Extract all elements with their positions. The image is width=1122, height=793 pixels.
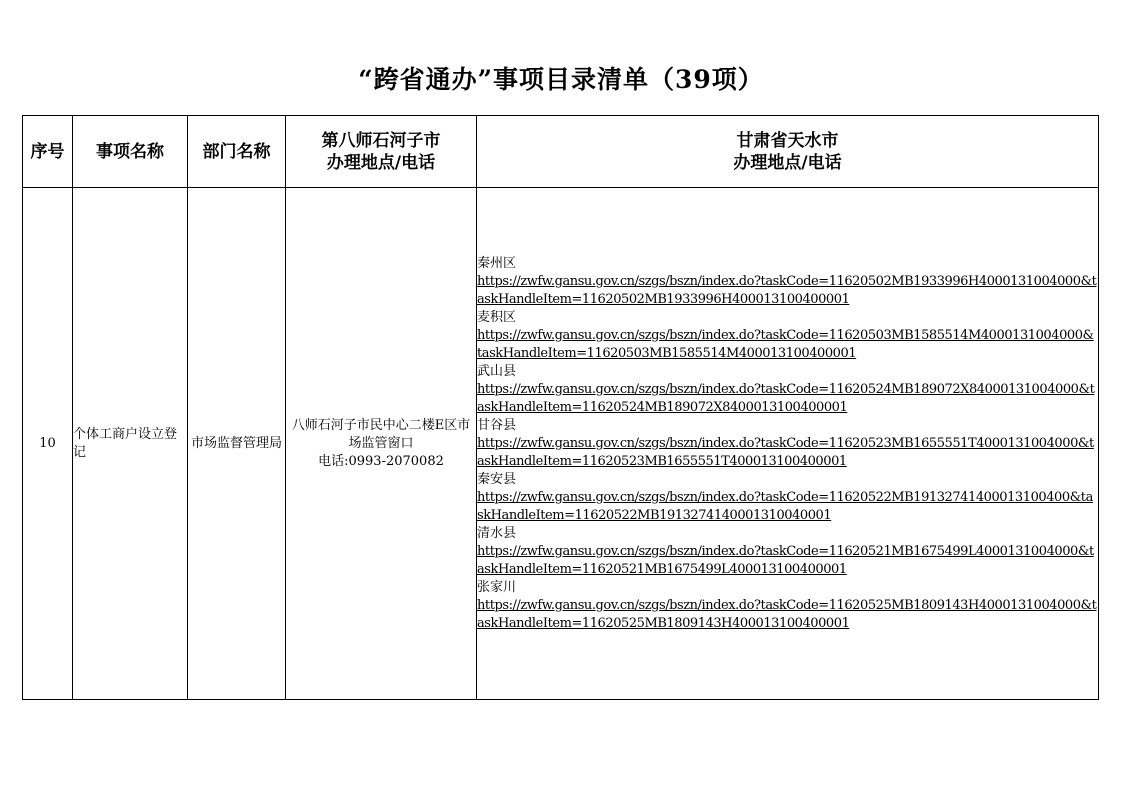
cell-dept-name: 市场监督管理局 bbox=[188, 188, 286, 700]
table-header-row bbox=[23, 116, 1099, 188]
header-site-8th-line2: 办理地点/电话 bbox=[326, 152, 436, 173]
district-name: 麦积区 bbox=[477, 309, 517, 325]
table-row bbox=[23, 188, 1099, 700]
catalog-table bbox=[22, 115, 1099, 700]
cell-site-tianshui bbox=[477, 188, 1099, 700]
district-link[interactable]: https://zwfw.gansu.gov.cn/szgs/bszn/index.do?taskCode=11620521MB1675499L4000131004000&taskHandleItem=11620521MB1675499L400013100400001 bbox=[477, 543, 1094, 577]
district-link[interactable]: https://zwfw.gansu.gov.cn/szgs/bszn/index.do?taskCode=11620525MB1809143H4000131004000&taskHandleItem=11620525MB1809143H400013100400001 bbox=[477, 597, 1097, 631]
tianshui-district-list bbox=[477, 255, 1098, 633]
district-name: 清水县 bbox=[477, 525, 517, 541]
header-site-tianshui bbox=[477, 116, 1099, 188]
district-name: 秦安县 bbox=[477, 471, 517, 487]
district-link[interactable]: https://zwfw.gansu.gov.cn/szgs/bszn/index.do?taskCode=11620522MB19132741400013100400&taskHandleItem=11620522MB1913274140001310040001 bbox=[477, 489, 1093, 523]
cell-item-name: 个体工商户设立登记 bbox=[73, 188, 188, 700]
district-name: 甘谷县 bbox=[477, 417, 517, 433]
header-dept-name: 部门名称 bbox=[188, 116, 286, 188]
header-no: 序号 bbox=[23, 116, 73, 188]
header-item-name: 事项名称 bbox=[73, 116, 188, 188]
document-title: “跨省通办”事项目录清单（39项） bbox=[358, 65, 764, 94]
district-name: 秦州区 bbox=[477, 255, 517, 271]
district-name: 张家川 bbox=[477, 579, 517, 595]
header-site-tianshui-line2: 办理地点/电话 bbox=[733, 152, 842, 173]
site-8th-phone: 电话:0993-2070082 bbox=[318, 453, 444, 469]
district-name: 武山县 bbox=[477, 363, 517, 379]
site-8th-address: 八师石河子市民中心二楼E区市场监管窗口 bbox=[291, 417, 471, 451]
district-link[interactable]: https://zwfw.gansu.gov.cn/szgs/bszn/index.do?taskCode=11620502MB1933996H4000131004000&taskHandleItem=11620502MB1933996H400013100400001 bbox=[477, 273, 1097, 307]
cell-no: 10 bbox=[23, 188, 73, 700]
cell-site-8th bbox=[286, 188, 477, 700]
header-site-8th-line1: 第八师石河子市 bbox=[321, 130, 441, 151]
district-link[interactable]: https://zwfw.gansu.gov.cn/szgs/bszn/index.do?taskCode=11620524MB189072X84000131004000&taskHandleItem=11620524MB189072X8400013100400001 bbox=[477, 381, 1095, 415]
header-site-8th bbox=[286, 116, 477, 188]
district-link[interactable]: https://zwfw.gansu.gov.cn/szgs/bszn/index.do?taskCode=11620523MB1655551T4000131004000&taskHandleItem=11620523MB1655551T400013100400001 bbox=[477, 435, 1094, 469]
district-link[interactable]: https://zwfw.gansu.gov.cn/szgs/bszn/index.do?taskCode=11620503MB1585514M4000131004000&taskHandleItem=11620503MB1585514M400013100400001 bbox=[477, 327, 1094, 361]
header-site-tianshui-line1: 甘肃省天水市 bbox=[736, 130, 839, 151]
